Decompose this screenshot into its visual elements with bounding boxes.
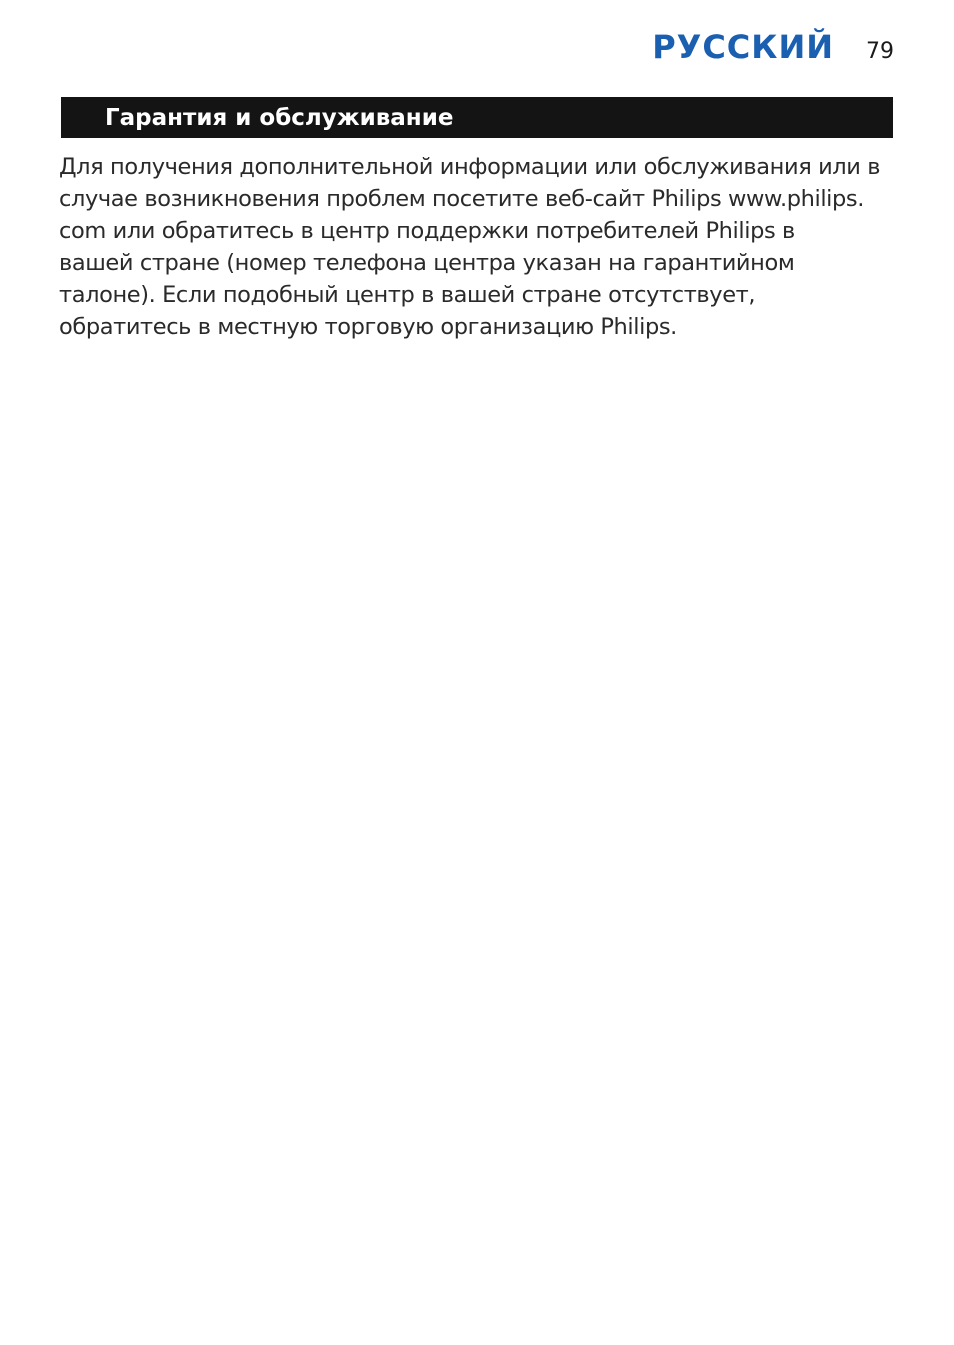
body-line: com или обратитесь в центр поддержки потребителей Philips в [59, 218, 795, 244]
section-title: Гарантия и обслуживание [105, 104, 454, 131]
section-header-bar [61, 97, 893, 138]
page-number: 79 [866, 39, 894, 64]
page-header [652, 28, 894, 66]
body-line: талоне). Если подобный центр в вашей стране отсутствует, [59, 282, 756, 308]
body-line: обратитесь в местную торговую организацию Philips. [59, 314, 677, 340]
language-title: РУССКИЙ [652, 28, 834, 66]
body-line: Для получения дополнительной информации или обслуживания или в [59, 154, 881, 180]
body-paragraph [59, 151, 899, 343]
body-line: случае возникновения проблем посетите веб-сайт Philips www.philips. [59, 186, 864, 212]
body-line: вашей стране (номер телефона центра указан на гарантийном [59, 250, 795, 276]
